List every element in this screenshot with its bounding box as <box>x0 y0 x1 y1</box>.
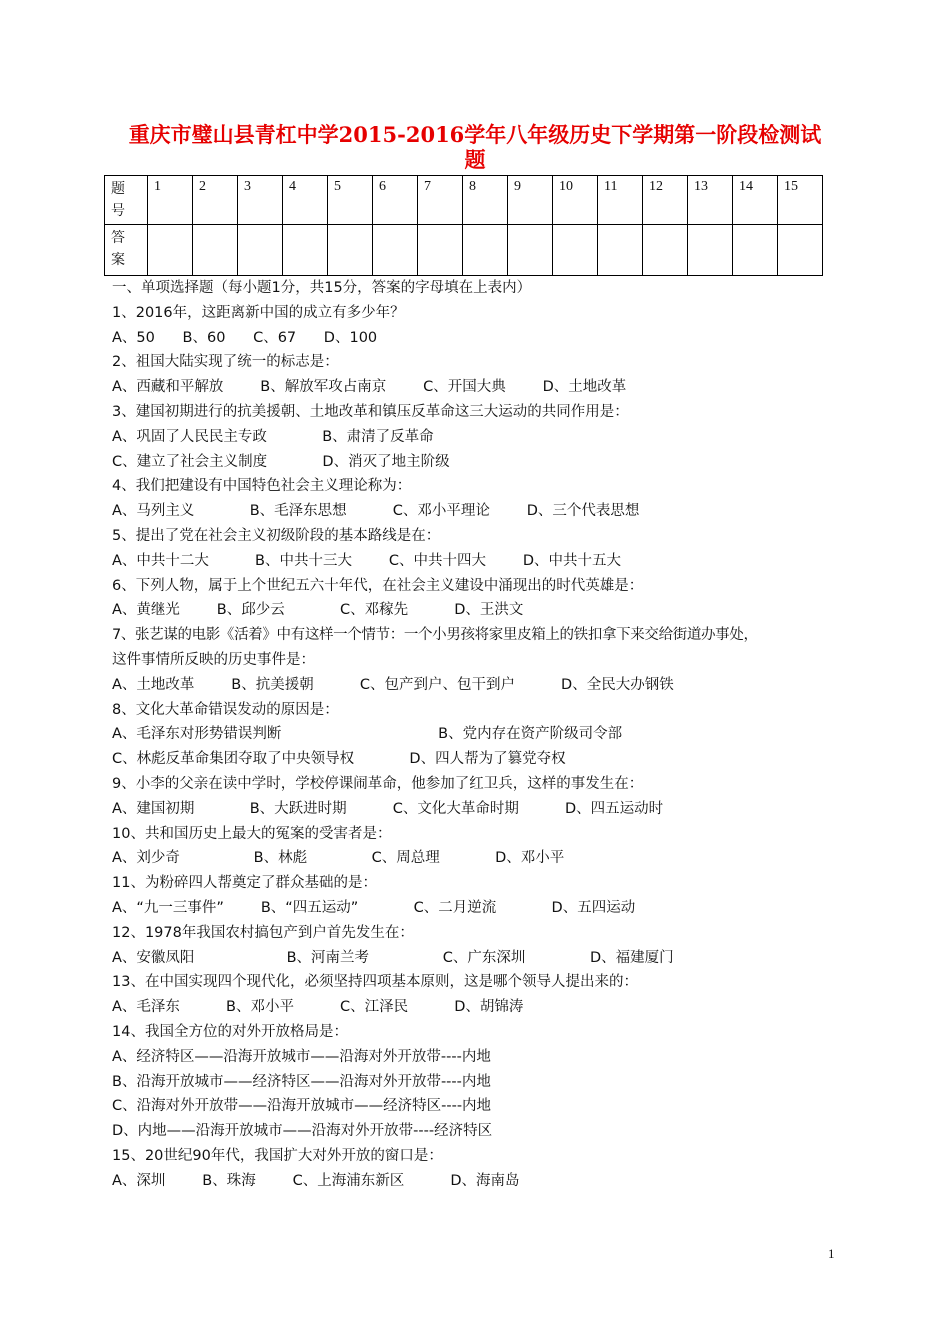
answer-cell[interactable] <box>508 225 553 276</box>
options-line: A、毛泽东对形势错误判断 B、党内存在资产阶级司令部 <box>112 726 623 743</box>
question-line: 12、1978年我国农村搞包产到户首先发生在： <box>112 924 414 941</box>
question-number-cell: 4 <box>283 176 328 225</box>
answer-cell[interactable] <box>688 225 733 276</box>
question-line: 3、建国初期进行的抗美援朝、土地改革和镇压反革命这三大运动的共同作用是： <box>112 403 629 420</box>
question-number-cell: 6 <box>373 176 418 225</box>
question-number-cell: 11 <box>598 176 643 225</box>
question-line: 10、共和国历史上最大的冤案的受害者是： <box>112 825 392 842</box>
answer-cell[interactable] <box>193 225 238 276</box>
answer-table <box>104 175 823 276</box>
page-number: 1 <box>828 1246 835 1261</box>
question-line: 9、小李的父亲在读中学时，学校停课闹革命，他参加了红卫兵，这样的事发生在： <box>112 775 644 792</box>
question-line: 11、为粉碎四人帮奠定了群众基础的是： <box>112 875 377 892</box>
question-number-cell: 12 <box>643 176 688 225</box>
question-line: 4、我们把建设有中国特色社会主义理论称为： <box>112 478 412 495</box>
answer-cell[interactable] <box>283 225 328 276</box>
question-line: 5、提出了党在社会主义初级阶段的基本路线是在： <box>112 527 441 544</box>
question-line: 13、在中国实现四个现代化，必须坚持四项基本原则，这是哪个领导人提出来的： <box>112 974 638 991</box>
question-number-cell: 15 <box>778 176 823 225</box>
answer-cell[interactable] <box>598 225 643 276</box>
answer-cell[interactable] <box>643 225 688 276</box>
answer-cell[interactable] <box>778 225 823 276</box>
answer-cell[interactable] <box>373 225 418 276</box>
question-number-cell: 2 <box>193 176 238 225</box>
question-line: 8、文化大革命错误发动的原因是： <box>112 701 339 718</box>
question-line: 1、2016年，这距离新中国的成立有多少年？ <box>112 304 405 321</box>
answer-cell[interactable] <box>238 225 283 276</box>
question-body <box>112 276 852 1193</box>
answer-cell[interactable] <box>328 225 373 276</box>
document-title <box>0 122 950 172</box>
question-number-cell: 10 <box>553 176 598 225</box>
options-line: C、林彪反革命集团夺取了中央领导权 D、四人帮为了篡党夺权 <box>112 751 566 768</box>
question-line: 2、祖国大陆实现了统一的标志是： <box>112 354 339 371</box>
answer-cell[interactable] <box>553 225 598 276</box>
question-number-cell: 8 <box>463 176 508 225</box>
answer-cell[interactable] <box>463 225 508 276</box>
question-number-header: 题 号 <box>105 176 148 225</box>
question-number-cell: 5 <box>328 176 373 225</box>
options-line: A、马列主义 B、毛泽东思想 C、邓小平理论 D、三个代表思想 <box>112 503 640 520</box>
section-heading: 一、单项选择题（每小题1分，共15分，答案的字母填在上表内） <box>112 280 532 296</box>
question-number-cell: 9 <box>508 176 553 225</box>
options-line: A、深圳 B、珠海 C、上海浦东新区 D、海南岛 <box>112 1172 520 1189</box>
options-line: A、黄继光 B、邱少云 C、邓稼先 D、王洪文 <box>112 602 524 619</box>
options-line: A、50 B、60 C、67 D、100 <box>112 329 378 346</box>
options-line: A、经济特区——沿海开放城市——沿海对外开放带----内地 <box>112 1048 491 1065</box>
options-line: D、内地——沿海开放城市——沿海对外开放带----经济特区 <box>112 1123 493 1140</box>
options-line: C、建立了社会主义制度 D、消灭了地主阶级 <box>112 453 450 470</box>
question-number-cell: 7 <box>418 176 463 225</box>
answer-cell[interactable] <box>418 225 463 276</box>
options-line: A、刘少奇 B、林彪 C、周总理 D、邓小平 <box>112 850 565 867</box>
options-line: A、安徽凤阳 B、河南兰考 C、广东深圳 D、福建厦门 <box>112 949 674 966</box>
question-number-cell: 1 <box>148 176 193 225</box>
title-line-2: 题 <box>464 147 486 172</box>
options-line: A、建国初期 B、大跃进时期 C、文化大革命时期 D、四五运动时 <box>112 800 664 817</box>
question-line: 6、下列人物，属于上个世纪五六十年代，在社会主义建设中涌现出的时代英雄是： <box>112 577 644 594</box>
options-line: A、“九一三事件” B、“四五运动” C、二月逆流 D、五四运动 <box>112 899 636 916</box>
question-line: 14、我国全方位的对外开放格局是： <box>112 1023 348 1040</box>
options-line: A、西藏和平解放 B、解放军攻占南京 C、开国大典 D、土地改革 <box>112 379 627 396</box>
answer-cell[interactable] <box>148 225 193 276</box>
question-line: 15、20世纪90年代，我国扩大对外开放的窗口是： <box>112 1147 443 1164</box>
answer-cell[interactable] <box>733 225 778 276</box>
answer-header: 答 案 <box>105 225 148 276</box>
options-line: C、沿海对外开放带——沿海开放城市——经济特区----内地 <box>112 1098 492 1115</box>
question-number-cell: 3 <box>238 176 283 225</box>
title-line-1: 重庆市璧山县青杠中学2015-2016学年八年级历史下学期第一阶段检测试 <box>128 122 822 147</box>
options-line: A、毛泽东 B、邓小平 C、江泽民 D、胡锦涛 <box>112 999 524 1016</box>
options-line: B、沿海开放城市——经济特区——沿海对外开放带----内地 <box>112 1073 491 1090</box>
question-number-row <box>105 176 823 225</box>
options-line: A、中共十二大 B、中共十三大 C、中共十四大 D、中共十五大 <box>112 552 621 569</box>
question-number-cell: 13 <box>688 176 733 225</box>
question-line: 7、张艺谋的电影《活着》中有这样一个情节：一个小男孩将家里皮箱上的铁扣拿下来交给街道办事处， <box>112 627 758 644</box>
options-line: A、巩固了人民民主专政 B、肃清了反革命 <box>112 428 434 445</box>
question-line: 这件事情所反映的历史事件是： <box>112 651 315 668</box>
answer-row <box>105 225 823 276</box>
question-number-cell: 14 <box>733 176 778 225</box>
options-line: A、土地改革 B、抗美援朝 C、包产到户、包干到户 D、全民大办钢铁 <box>112 676 674 693</box>
